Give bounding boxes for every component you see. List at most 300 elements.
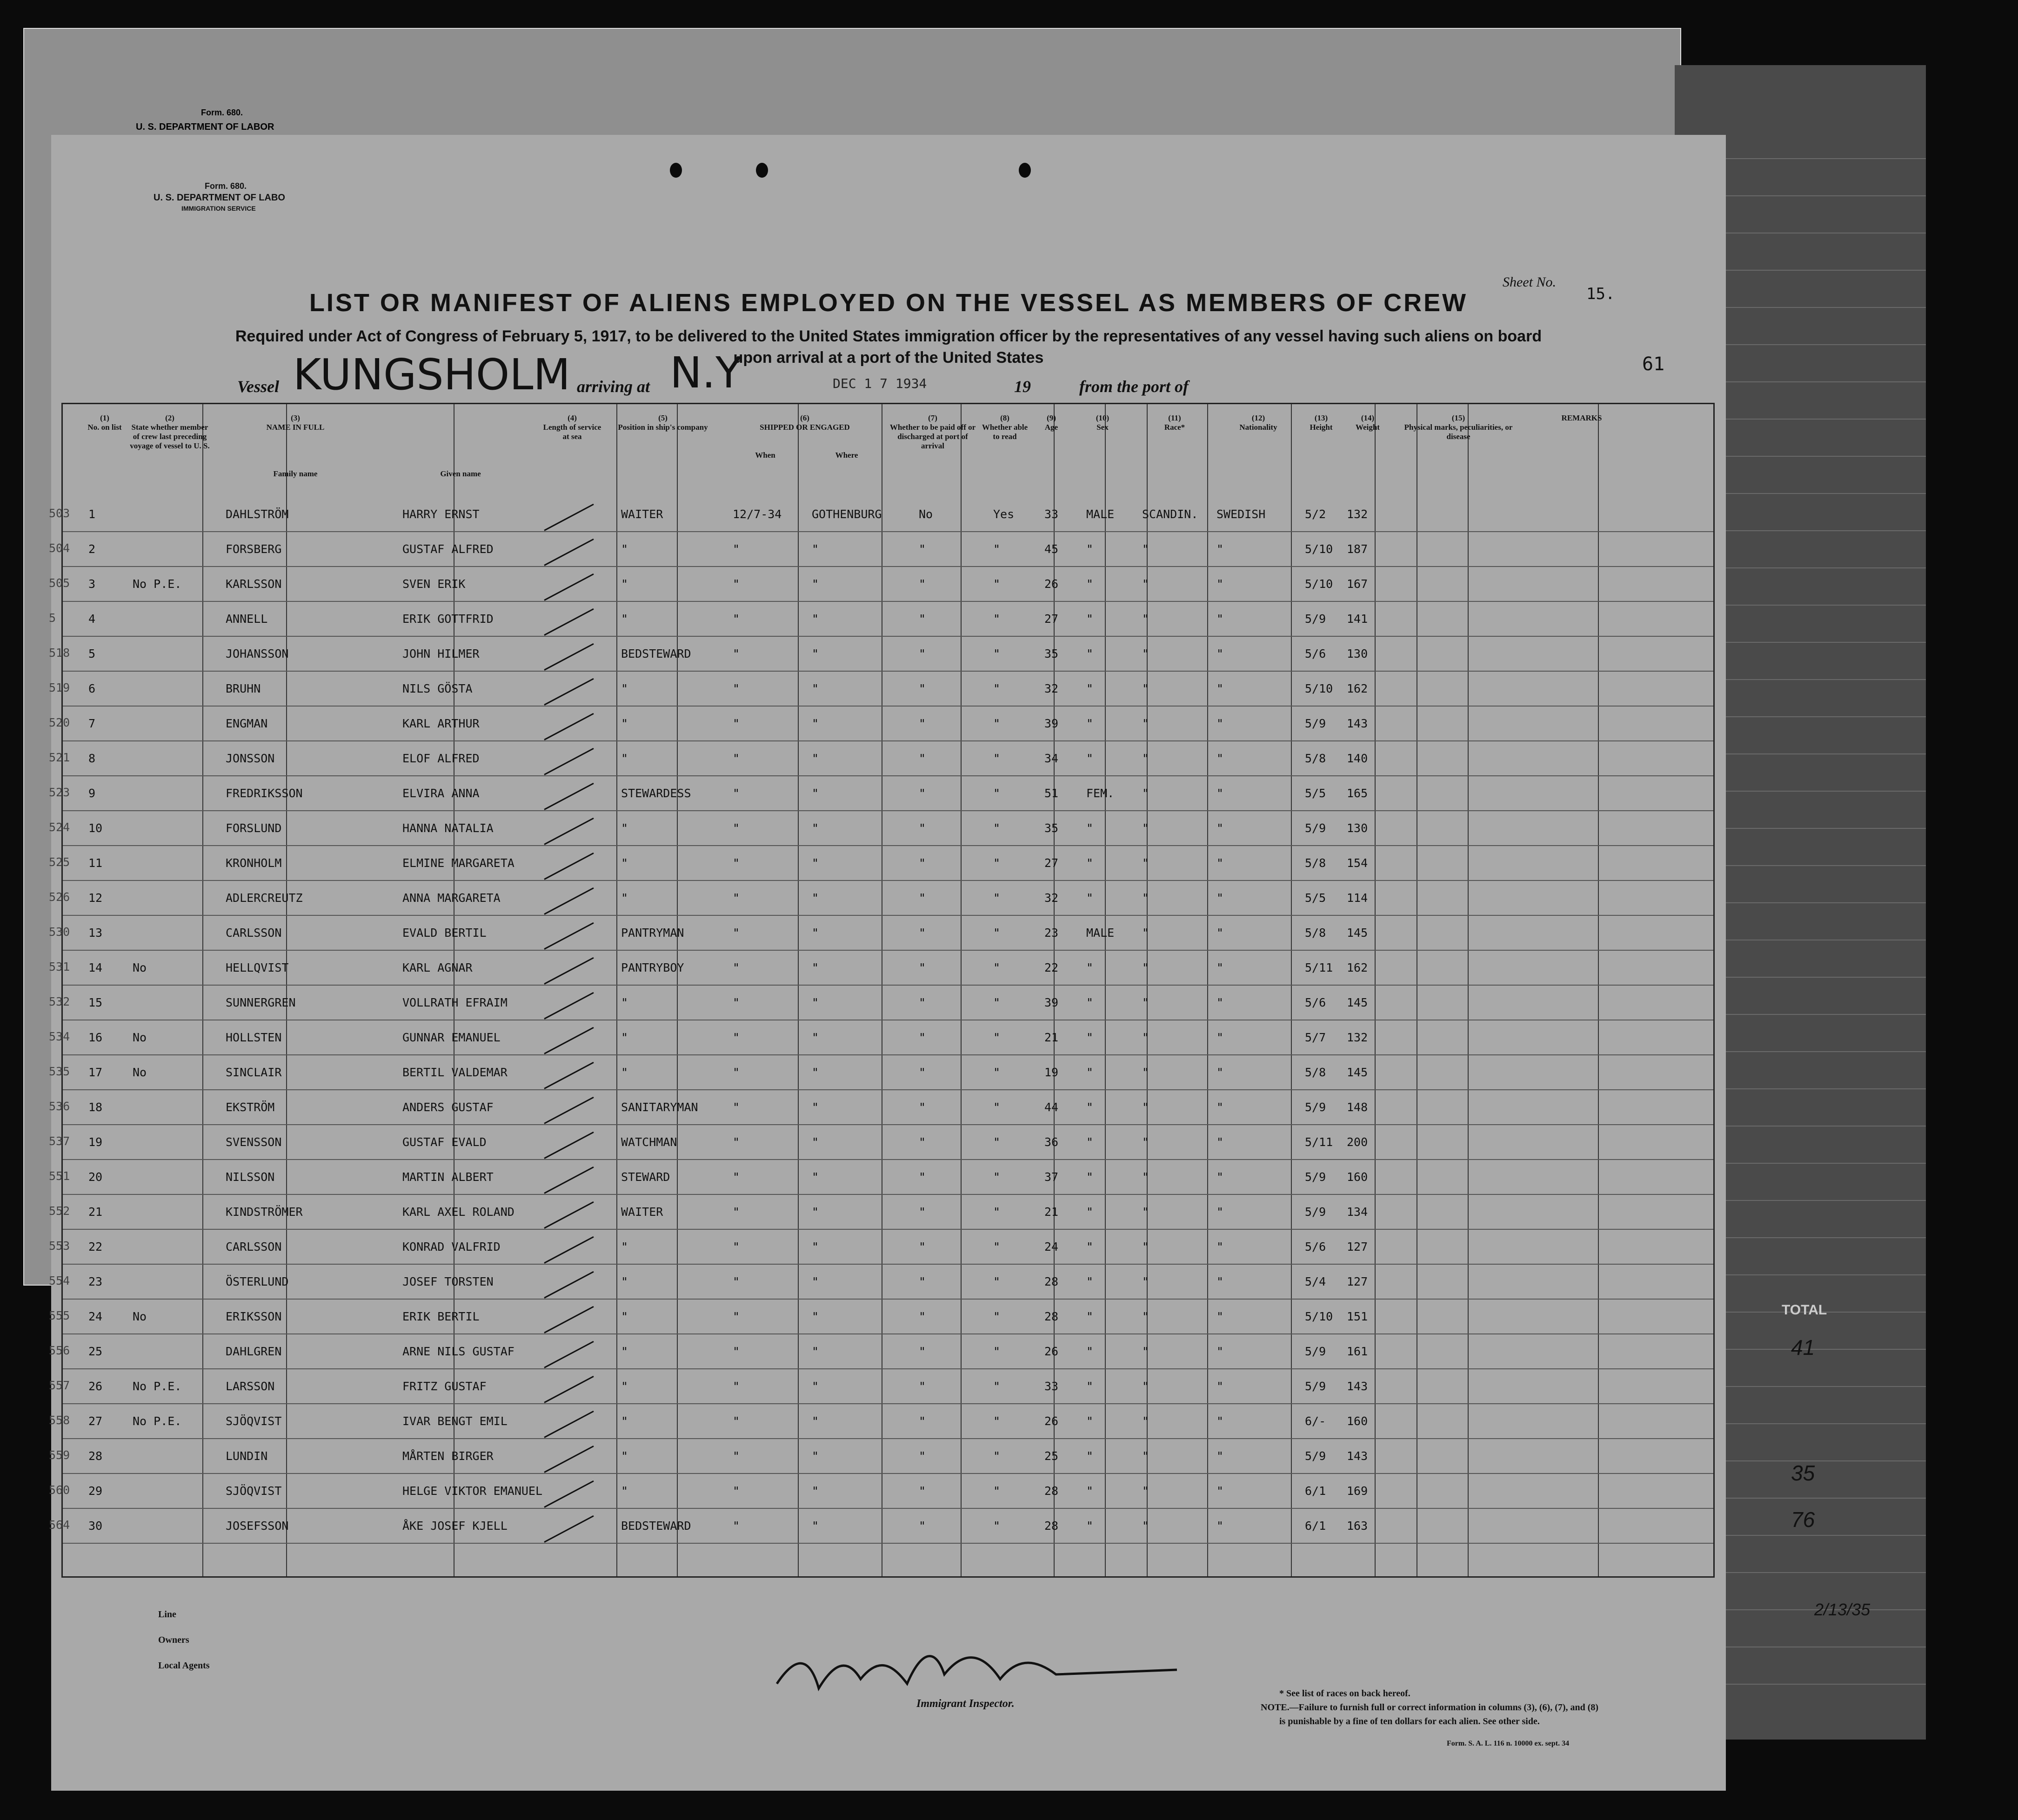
cell-no: 8 [88, 752, 96, 765]
cell-nat: " [1216, 1380, 1224, 1393]
column-label: State whether member of crew last preceding voyage of vessel to U. S. [130, 423, 210, 450]
service-check-mark [544, 1411, 594, 1438]
row-rule [63, 1159, 1713, 1160]
cell-race: " [1142, 787, 1149, 800]
cell-given: ANNA MARGARETA [402, 891, 501, 905]
cell-weight: 160 [1347, 1170, 1368, 1184]
service-check-mark [544, 608, 594, 636]
cell-weight: 162 [1347, 682, 1368, 695]
cell-nat: " [1216, 891, 1224, 905]
cell-weight: 141 [1347, 612, 1368, 626]
margin-number: 556 [49, 1344, 70, 1357]
service-check-mark [544, 1132, 594, 1159]
row-rule [63, 1089, 1713, 1090]
cell-sex: " [1086, 1484, 1094, 1498]
cell-nat: " [1216, 1100, 1224, 1114]
cell-no: 13 [88, 926, 103, 940]
column-header [1300, 413, 1342, 432]
cell-where: " [812, 577, 819, 591]
row-rule [63, 1264, 1713, 1265]
column-label: No. on list [87, 423, 122, 432]
margin-number: 558 [49, 1413, 70, 1427]
row-rule [63, 1473, 1713, 1474]
cell-family: JOSEFSSON [226, 1519, 289, 1533]
column-number: (2) [165, 413, 174, 422]
form-number: Form. 680. [205, 181, 247, 191]
cell-weight: 167 [1347, 577, 1368, 591]
cell-read: " [993, 926, 1001, 940]
cell-sex: " [1086, 1135, 1094, 1149]
cell-family: KARLSSON [226, 577, 282, 591]
cell-race: SCANDIN. [1142, 507, 1198, 521]
column-header [128, 413, 212, 451]
cell-where: " [812, 612, 819, 626]
cell-no: 29 [88, 1484, 103, 1498]
cell-paid: " [919, 996, 926, 1009]
cell-height: 5/9 [1305, 717, 1326, 730]
service-check-mark [544, 783, 594, 810]
cell-paid: " [919, 1484, 926, 1498]
signature-caption: Immigrant Inspector. [916, 1698, 1015, 1710]
cell-when: " [733, 1519, 740, 1533]
cell-prev: No P.E. [133, 1414, 182, 1428]
cell-read: " [993, 647, 1001, 660]
row-rule [63, 531, 1713, 532]
cell-paid: " [919, 787, 926, 800]
service-check-mark [544, 1027, 594, 1054]
margin-number: 560 [49, 1483, 70, 1497]
cell-race: " [1142, 682, 1149, 695]
cell-read: " [993, 821, 1001, 835]
cell-where: " [812, 1310, 819, 1323]
note-line-1: NOTE.—Failure to furnish full or correct information in columns (3), (6), (7), and (8) [1261, 1702, 1599, 1713]
cell-when: " [733, 1240, 740, 1253]
cell-where: " [812, 1449, 819, 1463]
row-rule [63, 1054, 1713, 1055]
cell-given: IVAR BENGT EMIL [402, 1414, 508, 1428]
cell-sex: " [1086, 1310, 1094, 1323]
vessel-name: KUNGSHOLM [293, 350, 570, 400]
service-check-mark [544, 992, 594, 1020]
cell-age: 26 [1044, 577, 1059, 591]
cell-height: 5/2 [1305, 507, 1326, 521]
cell-where: " [812, 682, 819, 695]
margin-number: 532 [49, 995, 70, 1008]
column-rule [1291, 404, 1292, 1576]
cell-height: 5/9 [1305, 821, 1326, 835]
row-rule [63, 1299, 1713, 1300]
cell-when: " [733, 577, 740, 591]
cell-family: KRONHOLM [226, 856, 282, 870]
column-rule [1598, 404, 1599, 1576]
service-check-mark [544, 539, 594, 566]
cell-age: 25 [1044, 1449, 1059, 1463]
cell-position: " [621, 542, 628, 556]
cell-nat: " [1216, 1310, 1224, 1323]
cell-position: " [621, 682, 628, 695]
column-header [723, 451, 807, 460]
service-check-mark [544, 1376, 594, 1403]
cell-no: 1 [88, 507, 96, 521]
column-header [542, 413, 602, 441]
cell-age: 27 [1044, 856, 1059, 870]
row-rule [63, 1438, 1713, 1439]
row-rule [63, 810, 1713, 811]
cell-where: " [812, 752, 819, 765]
cell-age: 27 [1044, 612, 1059, 626]
margin-number: 523 [49, 786, 70, 799]
cell-no: 5 [88, 647, 96, 660]
column-number: (8) [1000, 413, 1009, 422]
cell-position: " [621, 1031, 628, 1044]
cell-sex: " [1086, 542, 1094, 556]
cell-no: 22 [88, 1240, 103, 1253]
cell-race: " [1142, 1031, 1149, 1044]
cell-where: " [812, 787, 819, 800]
cell-paid: " [919, 1449, 926, 1463]
cell-where: " [812, 891, 819, 905]
service-check-mark [544, 1271, 594, 1299]
note-line-2: is punishable by a fine of ten dollars for each alien. See other side. [1279, 1716, 1540, 1727]
cell-height: 5/10 [1305, 577, 1333, 591]
cell-no: 24 [88, 1310, 103, 1323]
margin-number: 519 [49, 681, 70, 694]
back-department-label: U. S. DEPARTMENT OF LABOR [136, 122, 274, 132]
cell-nat: " [1216, 996, 1224, 1009]
row-rule [63, 1229, 1713, 1230]
cell-read: " [993, 1031, 1001, 1044]
row-rule [63, 1403, 1713, 1404]
row-rule [63, 1124, 1713, 1125]
cell-when: " [733, 926, 740, 940]
cell-paid: " [919, 1100, 926, 1114]
service-check-mark [544, 1341, 594, 1368]
cell-position: " [621, 891, 628, 905]
cell-read: " [993, 1135, 1001, 1149]
cell-paid: " [919, 752, 926, 765]
cell-given: KONRAD VALFRID [402, 1240, 501, 1253]
row-rule [63, 740, 1713, 741]
cell-position: " [621, 1345, 628, 1358]
row-rule [63, 706, 1713, 707]
column-header [1393, 413, 1524, 441]
cell-nat: " [1216, 1066, 1224, 1079]
cell-age: 22 [1044, 961, 1059, 974]
cell-age: 34 [1044, 752, 1059, 765]
cell-read: " [993, 787, 1001, 800]
service-check-mark [544, 853, 594, 880]
cell-race: " [1142, 1310, 1149, 1323]
cell-weight: 151 [1347, 1310, 1368, 1323]
column-header [807, 451, 886, 460]
total-value-1: 41 [1791, 1335, 1815, 1360]
cell-prev: No [133, 1066, 147, 1079]
manifest-sheet [51, 135, 1726, 1791]
cell-no: 19 [88, 1135, 103, 1149]
cell-where: " [812, 1414, 819, 1428]
cell-no: 10 [88, 821, 103, 835]
cell-no: 11 [88, 856, 103, 870]
cell-race: " [1142, 542, 1149, 556]
cell-race: " [1142, 821, 1149, 835]
column-rule [202, 404, 203, 1576]
cell-no: 20 [88, 1170, 103, 1184]
column-number: (7) [928, 413, 937, 422]
cell-given: JOSEF TORSTEN [402, 1275, 494, 1288]
cell-where: " [812, 1380, 819, 1393]
cell-position: " [621, 996, 628, 1009]
cell-sex: " [1086, 1100, 1094, 1114]
cell-when: " [733, 1100, 740, 1114]
cell-position: " [621, 1484, 628, 1498]
cell-age: 51 [1044, 787, 1059, 800]
cell-read: " [993, 612, 1001, 626]
column-label: SHIPPED OR ENGAGED [760, 423, 850, 432]
cell-position: WAITER [621, 507, 663, 521]
note-races: * See list of races on back hereof. [1279, 1688, 1410, 1699]
column-label: Weight [1356, 423, 1380, 432]
date-stamp: DEC 1 7 1934 [833, 376, 927, 391]
cell-given: SVEN ERIK [402, 577, 466, 591]
service-check-mark [544, 1097, 594, 1124]
cell-given: HANNA NATALIA [402, 821, 494, 835]
column-rule [286, 404, 287, 1576]
cell-read: " [993, 1275, 1001, 1288]
margin-date: 2/13/35 [1814, 1600, 1871, 1619]
cell-given: ARNE NILS GUSTAF [402, 1345, 515, 1358]
cell-position: " [621, 1449, 628, 1463]
column-header [212, 469, 379, 479]
cell-height: 5/11 [1305, 961, 1333, 974]
margin-number: 520 [49, 716, 70, 729]
cell-position: " [621, 1066, 628, 1079]
service-check-mark [544, 887, 594, 915]
cell-nat: " [1216, 787, 1224, 800]
column-label: Height [1310, 423, 1333, 432]
cell-read: " [993, 542, 1001, 556]
cell-family: LARSSON [226, 1380, 275, 1393]
cell-position: " [621, 856, 628, 870]
cell-no: 26 [88, 1380, 103, 1393]
cell-when: " [733, 856, 740, 870]
margin-number: 553 [49, 1239, 70, 1253]
column-header [979, 413, 1030, 441]
punch-hole [756, 163, 768, 178]
column-header [1342, 413, 1393, 432]
cell-weight: 134 [1347, 1205, 1368, 1219]
service-check-mark [544, 678, 594, 706]
cell-position: " [621, 717, 628, 730]
cell-paid: " [919, 612, 926, 626]
cell-weight: 200 [1347, 1135, 1368, 1149]
cell-paid: " [919, 1519, 926, 1533]
margin-number: 536 [49, 1100, 70, 1113]
cell-sex: " [1086, 647, 1094, 660]
cell-position: " [621, 1414, 628, 1428]
cell-where: GOTHENBURG [812, 507, 882, 521]
cell-no: 18 [88, 1100, 103, 1114]
cell-position: " [621, 1240, 628, 1253]
cell-family: SVENSSON [226, 1135, 282, 1149]
cell-family: SJÖQVIST [226, 1414, 282, 1428]
cell-given: ANDERS GUSTAF [402, 1100, 494, 1114]
cell-position: SANITARYMAN [621, 1100, 698, 1114]
margin-number: 518 [49, 646, 70, 660]
cell-race: " [1142, 612, 1149, 626]
margin-number: 526 [49, 890, 70, 904]
column-header [212, 413, 379, 432]
cell-height: 5/9 [1305, 1170, 1326, 1184]
service-check-mark [544, 1446, 594, 1473]
cell-given: MARTIN ALBERT [402, 1170, 494, 1184]
cell-paid: " [919, 961, 926, 974]
cell-given: HELGE VIKTOR EMANUEL [402, 1484, 543, 1498]
column-number: (10) [1096, 413, 1109, 422]
year-label: 19 [1014, 377, 1031, 396]
margin-number: 554 [49, 1274, 70, 1287]
cell-paid: " [919, 1310, 926, 1323]
cell-given: HARRY ERNST [402, 507, 480, 521]
cell-weight: 132 [1347, 1031, 1368, 1044]
cell-height: 6/1 [1305, 1484, 1326, 1498]
cell-age: 44 [1044, 1100, 1059, 1114]
cell-nat: " [1216, 1414, 1224, 1428]
margin-number: 503 [49, 507, 70, 520]
column-header [1072, 413, 1133, 432]
inspector-signature [768, 1637, 1186, 1707]
cell-family: ANNELL [226, 612, 268, 626]
cell-no: 4 [88, 612, 96, 626]
cell-nat: " [1216, 961, 1224, 974]
cell-when: " [733, 961, 740, 974]
cell-height: 5/10 [1305, 682, 1333, 695]
margin-number: 537 [49, 1134, 70, 1148]
cell-read: " [993, 1449, 1001, 1463]
cell-weight: 140 [1347, 752, 1368, 765]
cell-nat: " [1216, 821, 1224, 835]
column-rule [1375, 404, 1376, 1576]
cell-position: STEWARD [621, 1170, 670, 1184]
cell-when: 12/7-34 [733, 507, 782, 521]
column-label: Whether able to read [982, 423, 1028, 441]
cell-sex: " [1086, 1066, 1094, 1079]
cell-weight: 130 [1347, 821, 1368, 835]
cell-sex: " [1086, 682, 1094, 695]
column-number: (13) [1314, 413, 1328, 422]
cell-family: CARLSSON [226, 1240, 282, 1253]
cell-when: " [733, 1380, 740, 1393]
column-rule [677, 404, 678, 1576]
cell-family: EKSTRÖM [226, 1100, 275, 1114]
cell-age: 39 [1044, 717, 1059, 730]
column-label: Age [1044, 423, 1058, 432]
cell-read: " [993, 961, 1001, 974]
cell-age: 39 [1044, 996, 1059, 1009]
cell-where: " [812, 1135, 819, 1149]
cell-paid: " [919, 542, 926, 556]
cell-sex: MALE [1086, 507, 1115, 521]
service-check-mark [544, 922, 594, 950]
cell-race: " [1142, 961, 1149, 974]
margin-number: 530 [49, 925, 70, 939]
row-rule [63, 601, 1713, 602]
cell-race: " [1142, 1519, 1149, 1533]
column-rule [616, 404, 617, 1576]
cell-weight: 148 [1347, 1100, 1368, 1114]
cell-when: " [733, 1135, 740, 1149]
row-rule [63, 636, 1713, 637]
column-number: (14) [1361, 413, 1375, 422]
margin-number: 552 [49, 1204, 70, 1218]
cell-height: 5/5 [1305, 787, 1326, 800]
cell-when: " [733, 1484, 740, 1498]
cell-where: " [812, 647, 819, 660]
cell-height: 5/8 [1305, 926, 1326, 940]
cell-read: " [993, 1380, 1001, 1393]
cell-race: " [1142, 1170, 1149, 1184]
column-header [723, 413, 886, 432]
cell-race: " [1142, 577, 1149, 591]
cell-read: " [993, 1100, 1001, 1114]
margin-number: 557 [49, 1379, 70, 1392]
cell-when: " [733, 752, 740, 765]
cell-given: ELOF ALFRED [402, 752, 480, 765]
service-check-mark [544, 818, 594, 845]
cell-paid: " [919, 1031, 926, 1044]
cell-given: ERIK BERTIL [402, 1310, 480, 1323]
column-label: NAME IN FULL [266, 423, 325, 432]
cell-race: " [1142, 1135, 1149, 1149]
cell-given: FRITZ GUSTAF [402, 1380, 487, 1393]
cell-no: 27 [88, 1414, 103, 1428]
cell-paid: " [919, 821, 926, 835]
page-subtitle: Required under Act of Congress of February 5, 1917, to be delivered to the United States immigration officer by the representatives of any vessel having such aliens on board upon arrival at a port of the United States [235, 327, 1542, 367]
cell-family: CARLSSON [226, 926, 282, 940]
cell-height: 5/7 [1305, 1031, 1326, 1044]
cell-height: 5/9 [1305, 1205, 1326, 1219]
page-title: LIST OR MANIFEST OF ALIENS EMPLOYED ON THE VESSEL AS MEMBERS OF CREW [309, 289, 1468, 317]
cell-nat: " [1216, 752, 1224, 765]
cell-nat: " [1216, 1205, 1224, 1219]
cell-nat: " [1216, 856, 1224, 870]
cell-no: 7 [88, 717, 96, 730]
cell-paid: " [919, 682, 926, 695]
service-check-mark [544, 1515, 594, 1543]
cell-when: " [733, 717, 740, 730]
cell-paid: " [919, 647, 926, 660]
total-value-3: 76 [1791, 1507, 1815, 1532]
cell-paid: " [919, 891, 926, 905]
cell-paid: " [919, 1380, 926, 1393]
cell-where: " [812, 1519, 819, 1533]
cell-paid: " [919, 1170, 926, 1184]
cell-where: " [812, 1066, 819, 1079]
cell-no: 6 [88, 682, 96, 695]
cell-height: 5/9 [1305, 1345, 1326, 1358]
cell-age: 21 [1044, 1205, 1059, 1219]
cell-where: " [812, 1484, 819, 1498]
cell-when: " [733, 787, 740, 800]
service-check-mark [544, 643, 594, 671]
column-number: (9) [1047, 413, 1056, 422]
cell-nat: " [1216, 1345, 1224, 1358]
column-rule [1207, 404, 1208, 1576]
cell-family: BRUHN [226, 682, 261, 695]
margin-number: 521 [49, 751, 70, 764]
cell-paid: " [919, 1414, 926, 1428]
cell-height: 5/8 [1305, 752, 1326, 765]
service-check-mark [544, 748, 594, 775]
